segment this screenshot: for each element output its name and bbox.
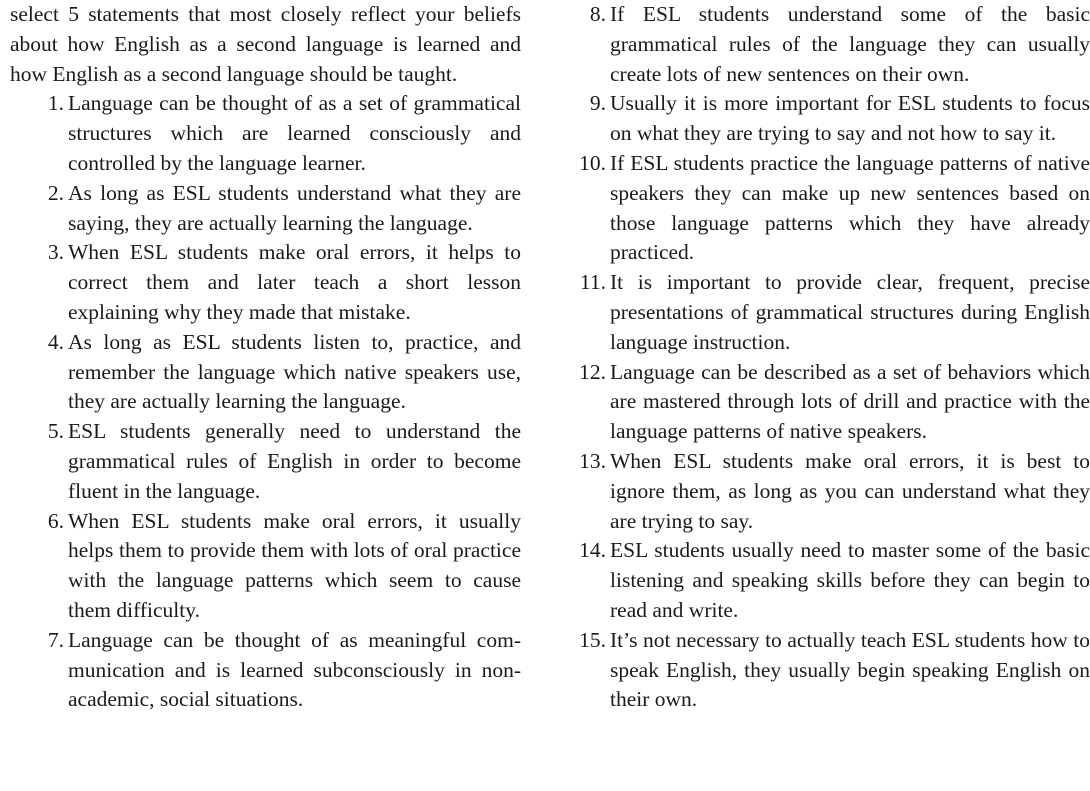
statement-item (38, 238, 521, 327)
statement-number: 12. (579, 359, 606, 384)
statement-text: Usually it is more important for ESL students to focus on what they are trying to say and not how to say it. (610, 91, 1090, 146)
statement-list-left (10, 89, 521, 715)
statement-number: 15. (579, 627, 606, 652)
statement-number: 8. (589, 2, 606, 26)
intro-paragraph: select 5 statements that most closely reflect your beliefs about how English as a second language is learned and how English as a second language should be taught. (10, 2, 521, 86)
right-column (579, 0, 1090, 715)
statement-number: 9. (589, 91, 606, 116)
statement-item (38, 417, 521, 506)
statement-text: ESL students generally need to understand the grammatical rules of English in order to become fluent in the language. (68, 419, 521, 503)
statement-number: 1. (47, 91, 64, 116)
statement-item (579, 626, 1090, 715)
statement-number: 2. (47, 180, 64, 205)
statement-text: Language can be thought of as a set of grammatical structures which are learned consciously and controlled by the language learner. (68, 91, 521, 175)
statement-number: 3. (47, 240, 64, 265)
statement-text: As long as ESL students understand what they are saying, they are actually learning the language. (68, 180, 521, 235)
statement-text: When ESL students make oral errors, it usually helps them to provide them with lots of oral practice with the language patterns which seem to cause them difficulty. (68, 508, 521, 622)
statement-item (38, 179, 521, 239)
statement-item (38, 89, 521, 178)
statement-text: When ESL students make oral errors, it helps to correct them and later teach a short lesson explaining why they made that mistake. (68, 240, 521, 324)
statement-number: 14. (579, 538, 606, 563)
statement-number: 11. (579, 270, 606, 295)
left-column (10, 0, 521, 715)
statement-item (579, 536, 1090, 625)
statement-item (38, 507, 521, 626)
statement-item (579, 358, 1090, 447)
statement-item (579, 268, 1090, 357)
statement-number: 7. (47, 627, 64, 652)
statement-text: ESL students usually need to master some of the basic listening and speaking skills before they can begin to read and write. (610, 538, 1090, 622)
statement-text: If ESL students practice the language patterns of native speakers they can make up new sentences based on those language patterns which they have already practiced. (610, 150, 1090, 265)
statement-text: If ESL students understand some of the basic grammatical rules of the language they can usually create lots of new sentences on their own. (610, 2, 1090, 86)
statement-item (584, 89, 1090, 149)
statement-number: 10. (579, 150, 606, 175)
statement-item (579, 149, 1090, 268)
statement-number: 13. (579, 448, 606, 473)
statement-text: It’s not necessary to actually teach ESL students how to speak English, they usually begin speaking English on their own. (610, 627, 1090, 712)
statement-text: Language can be thought of as meaningful communication and is learned subconsciously in non-academic, social situations. (68, 627, 521, 712)
statement-item (584, 0, 1090, 89)
statement-text: When ESL students make oral errors, it is best to ignore them, as long as you can understand what they are trying to say. (610, 448, 1090, 533)
statement-item (579, 447, 1090, 536)
statement-number: 5. (47, 419, 64, 444)
statement-list-right (579, 0, 1090, 715)
statement-item (38, 626, 521, 715)
statement-text: Language can be described as a set of behaviors which are mastered through lots of drill and practice with the language patterns of native speakers. (610, 359, 1090, 444)
statement-number: 6. (47, 508, 64, 533)
statement-text: As long as ESL students listen to, practice, and remember the language which native speakers use, they are actually learning the language. (68, 329, 521, 414)
statement-number: 4. (47, 329, 64, 354)
statement-text: It is important to provide clear, frequent, precise presentations of grammatical structures during English language instruction. (610, 270, 1090, 354)
statement-item (38, 328, 521, 417)
